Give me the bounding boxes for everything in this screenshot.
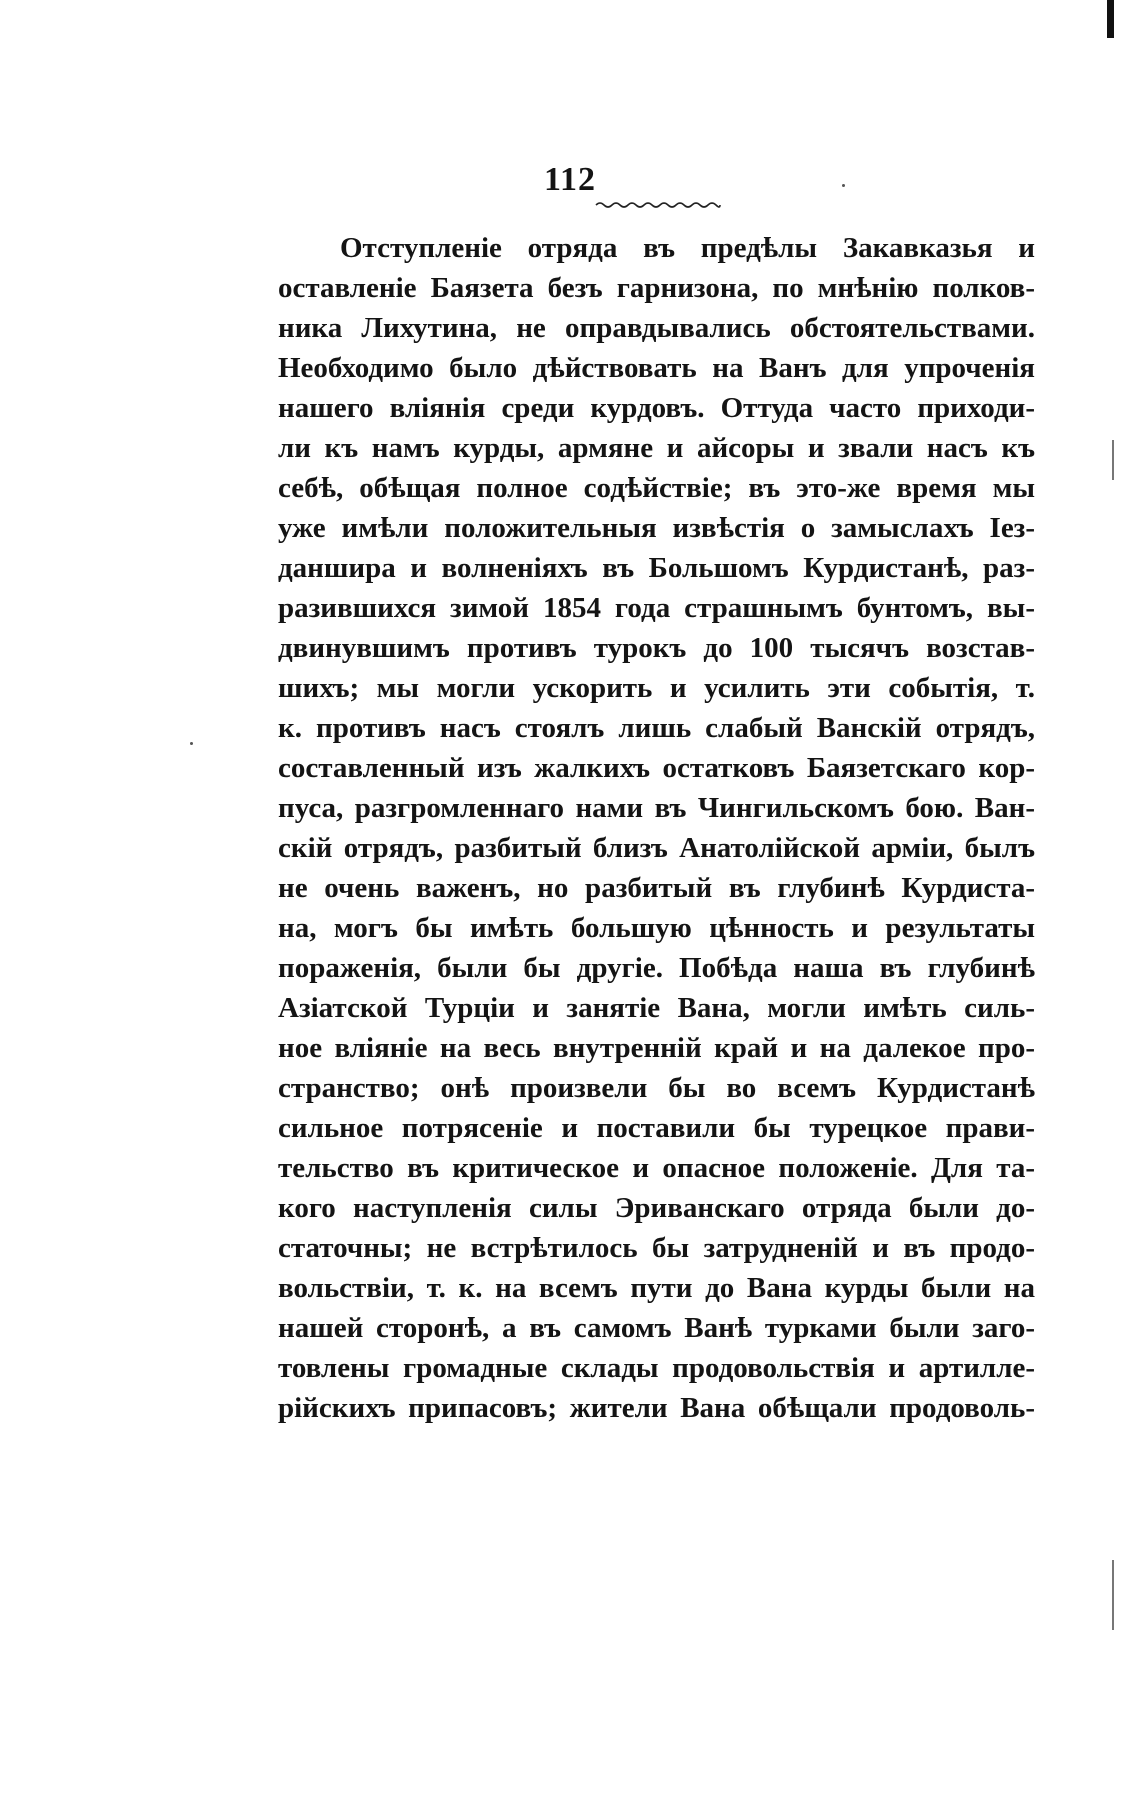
text-line: ника Лихутина, не оправдывались обстоятельствами. [278, 312, 1035, 344]
text-line: к. противъ насъ стоялъ лишь слабый Ванскій отрядъ, [278, 712, 1035, 744]
text-line: пуса, разгромленнаго нами въ Чингильскомъ бою. Ван- [278, 792, 1035, 824]
page-number-ornament [594, 200, 722, 210]
text-line: статочны; не встрѣтилось бы затрудненій и въ продо- [278, 1232, 1035, 1264]
scan-speck [190, 742, 193, 745]
text-line: тельство въ критическое и опасное положеніе. Для та- [278, 1152, 1035, 1184]
text-line: ли къ намъ курды, армяне и айсоры и звали насъ къ [278, 432, 1035, 464]
text-line: Необходимо было дѣйствовать на Ванъ для упроченія [278, 352, 1035, 384]
text-line: кого наступленія силы Эриванскаго отряда были до- [278, 1192, 1035, 1224]
text-line: товлены громадные склады продовольствія и артилле- [278, 1352, 1035, 1384]
text-line: странство; онѣ произвели бы во всемъ Курдистанѣ [278, 1072, 1035, 1104]
text-line: не очень важенъ, но разбитый въ глубинѣ Курдиста- [278, 872, 1035, 904]
text-line: нашей сторонѣ, а въ самомъ Ванѣ турками были заго- [278, 1312, 1035, 1344]
text-line: нашего вліянія среди курдовъ. Оттуда часто приходи- [278, 392, 1035, 424]
text-line: на, могъ бы имѣть большую цѣнность и результаты [278, 912, 1035, 944]
text-line: даншира и волненіяхъ въ Большомъ Курдистанѣ, раз- [278, 552, 1035, 584]
text-line: себѣ, обѣщая полное содѣйствіе; въ это-же время мы [278, 472, 1035, 504]
page-edge-mark [1107, 0, 1114, 38]
text-line: составленный изъ жалкихъ остатковъ Баязетскаго кор- [278, 752, 1035, 784]
text-line: пораженія, были бы другіе. Побѣда наша въ глубинѣ [278, 952, 1035, 984]
text-line: двинувшимъ противъ турокъ до 100 тысячъ возстав- [278, 632, 1035, 664]
text-line: ное вліяніе на весь внутренній край и на далекое про- [278, 1032, 1035, 1064]
body-text [278, 228, 1035, 1428]
text-line: сильное потрясеніе и поставили бы турецкое прави- [278, 1112, 1035, 1144]
text-line: Азіатской Турціи и занятіе Вана, могли имѣть силь- [278, 992, 1035, 1024]
text-line: рійскихъ припасовъ; жители Вана обѣщали продоволь- [278, 1392, 1035, 1424]
text-line: Отступленіе отряда въ предѣлы Закавказья и [340, 232, 1035, 264]
text-line: разившихся зимой 1854 года страшнымъ бунтомъ, вы- [278, 592, 1035, 624]
page-number: 112 [543, 161, 597, 198]
text-line: шихъ; мы могли ускорить и усилить эти событія, т. [278, 672, 1035, 704]
text-line: уже имѣли положительныя извѣстія о замыслахъ Іез- [278, 512, 1035, 544]
text-line: вольствіи, т. к. на всемъ пути до Вана курды были на [278, 1272, 1035, 1304]
text-line: скій отрядъ, разбитый близъ Анатолійской арміи, былъ [278, 832, 1035, 864]
page-edge-mark [1112, 440, 1114, 480]
page-edge-mark [1112, 1560, 1114, 1630]
text-line: оставленіе Баязета безъ гарнизона, по мнѣнію полков- [278, 272, 1035, 304]
